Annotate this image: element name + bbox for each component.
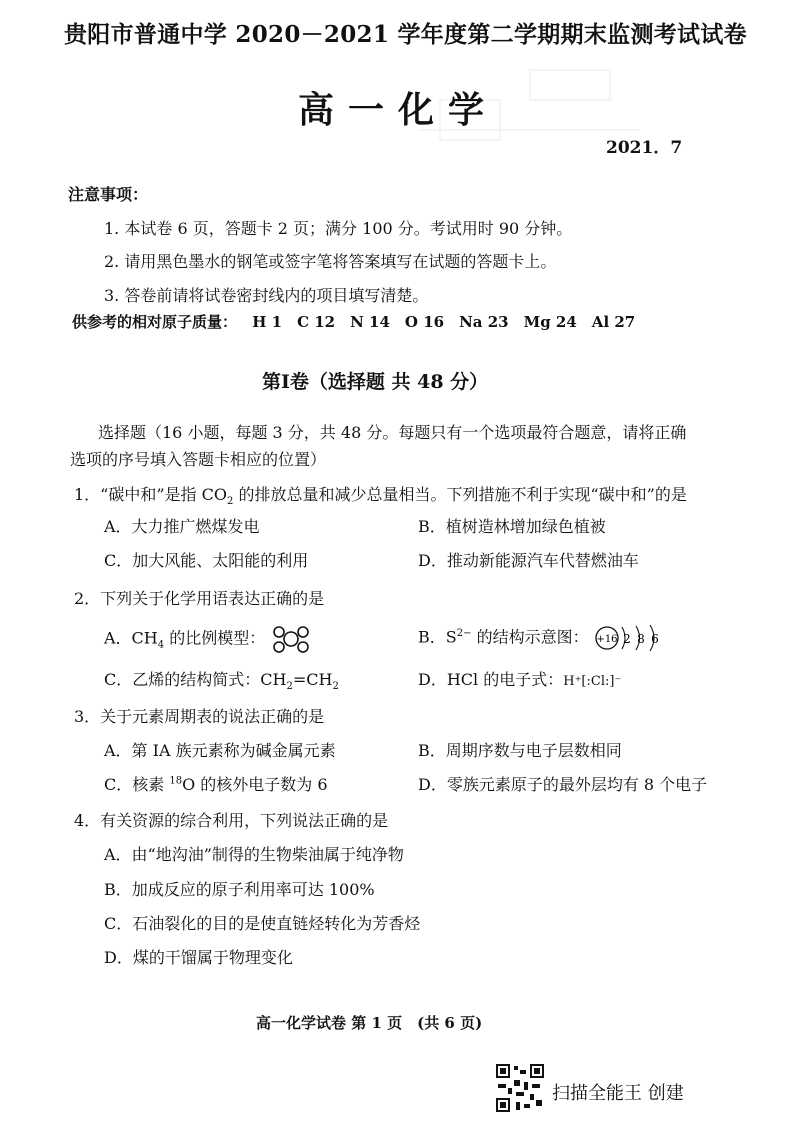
exam-date: 2021．7 (606, 138, 683, 158)
sulfide-ion-structure-diagram (594, 623, 668, 653)
q1-option-a: A．大力推广燃煤发电 (104, 517, 260, 536)
q2-option-a (104, 623, 312, 655)
shell-electrons: 8 (636, 632, 645, 646)
q3-option-c (104, 772, 328, 795)
q2c-text: C．乙烯的结构简式：CH (104, 670, 287, 689)
q2-option-b (418, 623, 668, 653)
q2b-text: B．S (418, 627, 457, 647)
nucleus-charge: +16 (596, 634, 618, 645)
question-1-stem (74, 482, 687, 507)
q3c-text: C．核素 (104, 775, 170, 794)
q3-option-b: B．周期序数与电子层数相同 (418, 741, 622, 760)
q3-option-a: A．第 IA 族元素称为碱金属元素 (104, 741, 336, 760)
subject-title: 高一化学 (298, 89, 499, 131)
q4-option-a: A．由“地沟油”制得的生物柴油属于纯净物 (104, 845, 404, 864)
question-2-stem: 2．下列关于化学用语表达正确的是 (74, 589, 325, 608)
question-4-stem: 4．有关资源的综合利用，下列说法正确的是 (74, 811, 389, 830)
q2a-text: A．CH (104, 628, 158, 648)
atomic-masses-values: H 1 C 12 N 14 O 16 Na 23 Mg 24 Al 27 (252, 313, 636, 331)
atomic-masses-line (72, 311, 635, 332)
q2b-sup: 2− (456, 628, 472, 640)
q2c-text-2: =CH (292, 670, 333, 689)
section-intro-line: 选择题（16 小题，每题 3 分，共 48 分。每题只有一个选项最符合题意，请将正确 (98, 423, 687, 442)
q4-option-d: D．煤的干馏属于物理变化 (104, 948, 293, 967)
q1-stem-sub: 2 (227, 496, 234, 508)
q3c-text-2: O 的核外电子数为 6 (182, 775, 328, 794)
q4-option-c: C．石油裂化的目的是使直链烃转化为芳香烃 (104, 914, 421, 933)
q2-option-d (418, 667, 621, 690)
q2c-sub-2: 2 (332, 681, 339, 693)
q3-option-d: D．零族元素原子的最外层均有 8 个电子 (418, 775, 708, 794)
shell-electrons: 2 (622, 632, 631, 646)
q2d-text: D．HCl 的电子式： (418, 670, 564, 689)
scanner-watermark: 扫描全能王 创建 (552, 1083, 684, 1104)
shell-electrons: 6 (650, 632, 659, 646)
section-title: 第Ⅰ卷（选择题 共 48 分） (262, 371, 489, 393)
q2b-text-2: 的结构示意图： (471, 627, 589, 647)
notice-item: 1. 本试卷 6 页，答题卡 2 页；满分 100 分。考试用时 90 分钟。 (104, 219, 573, 238)
q2c-sub: 2 (286, 681, 293, 693)
methane-space-filling-model-icon (270, 623, 312, 655)
q2a-sub: 4 (157, 639, 165, 651)
notice-item: 3. 答卷前请将试卷密封线内的项目填写清楚。 (104, 286, 429, 305)
qr-code-icon (494, 1062, 546, 1114)
q1-stem-text: 1．“碳中和”是指 CO (74, 485, 227, 504)
atomic-masses-label: 供参考的相对原子质量： (72, 313, 238, 331)
q1-option-b: B．植树造林增加绿色植被 (418, 517, 606, 536)
question-3-stem: 3．关于元素周期表的说法正确的是 (74, 707, 325, 726)
notice-item: 2. 请用黑色墨水的钢笔或签字笔将答案填写在试题的答题卡上。 (104, 252, 557, 271)
q2a-text-2: 的比例模型： (164, 628, 266, 648)
section-intro-line: 选项的序号填入答题卡相应的位置） (70, 450, 327, 469)
q1-option-d: D．推动新能源汽车代替燃油车 (418, 551, 639, 570)
q1-stem-text-2: 的排放总量和减少总量相当。下列措施不利于实现“碳中和”的是 (233, 485, 687, 504)
q3c-sup: 18 (169, 775, 183, 787)
page-footer: 高一化学试卷 第 1 页 (共 6 页) (256, 1014, 483, 1032)
q4-option-b: B．加成反应的原子利用率可达 100% (104, 880, 375, 899)
q1-option-c: C．加大风能、太阳能的利用 (104, 551, 309, 570)
hcl-electron-formula: H⁺[:Cl:]⁻ (563, 674, 622, 689)
exam-title: 贵阳市普通中学 2020－2021 学年度第二学期期末监测考试试卷 (64, 21, 747, 48)
q2-option-c (104, 667, 339, 692)
notice-heading: 注意事项： (68, 185, 149, 204)
